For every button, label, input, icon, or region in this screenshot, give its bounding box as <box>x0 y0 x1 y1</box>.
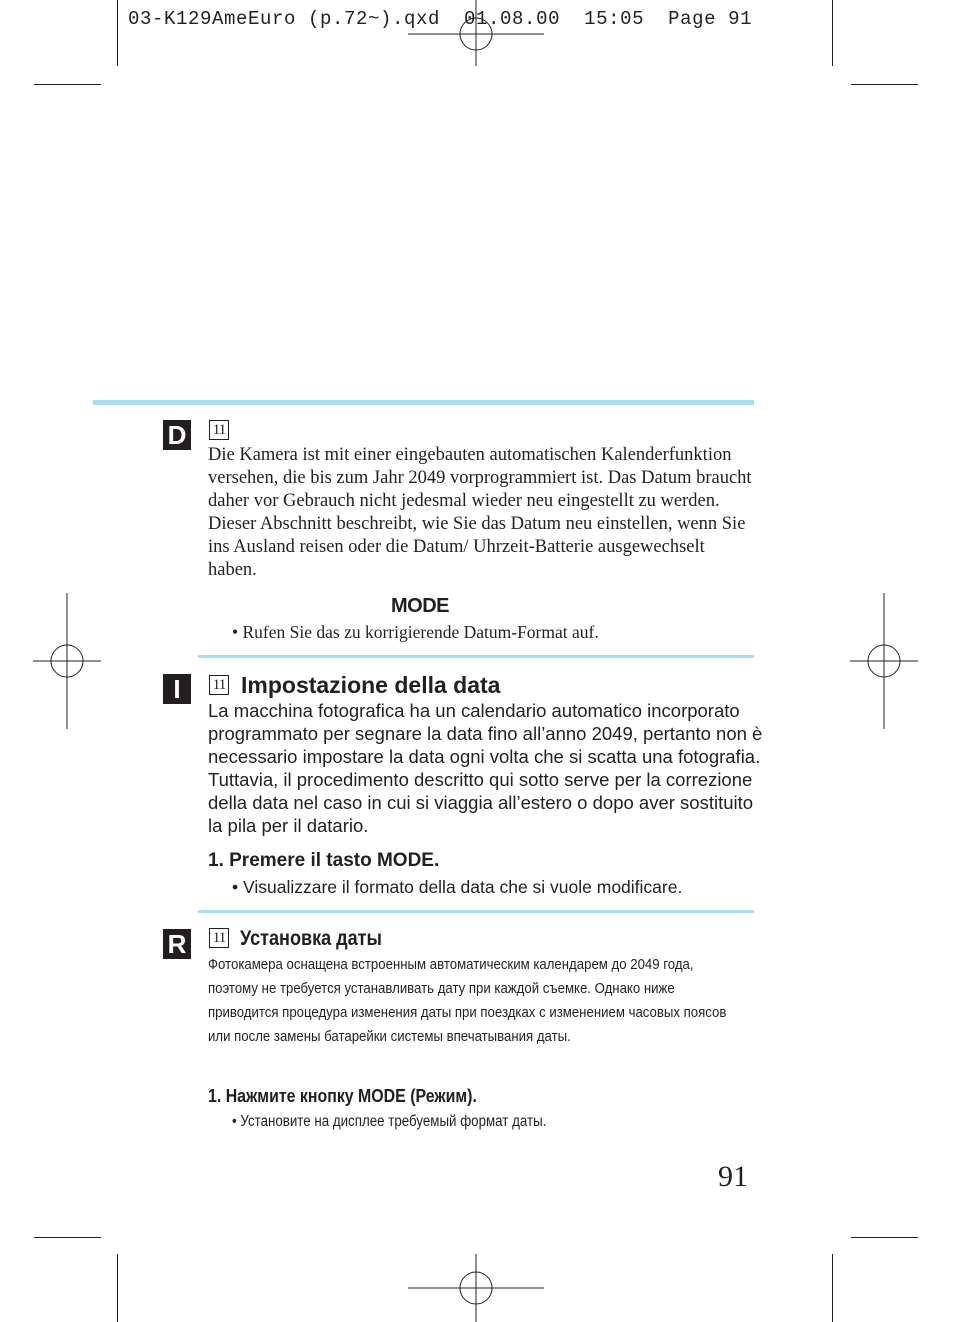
registration-mark-right <box>850 593 918 729</box>
divider-de-it <box>198 655 754 658</box>
step-ru: 1. Нажмите кнопку MODE (Режим). <box>208 1085 477 1106</box>
language-marker-ru: R <box>163 929 191 959</box>
body-text-de: Die Kamera ist mit einer eingebauten automatischen Kalenderfunktion versehen, die bis zum Jahr 2049 vorprogrammiert ist. Das Datum braucht daher vor Gebrauch nicht jedesmal wieder neu eingestellt zu werden. Dieser Abschnitt beschreibt, wie Sie das Datum neu einstellen, wenn Sie ins Ausland reisen oder die Datum/ Uhrzeit-Batterie ausgewechselt haben. <box>208 445 752 580</box>
heading-ru: Установка даты <box>240 927 382 950</box>
language-marker-it: I <box>163 674 191 704</box>
page-number: 91 <box>718 1160 748 1193</box>
language-marker-de: D <box>163 420 191 450</box>
bullet-ru: • Установите на дисплее требуемый формат даты. <box>232 1113 547 1130</box>
divider-it-ru <box>198 910 754 913</box>
heading-it: Impostazione della data <box>241 672 501 698</box>
registration-mark-bottom <box>408 1254 544 1322</box>
registration-mark-top <box>408 0 544 66</box>
bullet-it: • Visualizzare il formato della data che si vuole modificare. <box>232 877 683 897</box>
section-number-ru: 11 <box>209 928 229 948</box>
section-number-de: 11 <box>209 420 229 440</box>
registration-mark-left <box>33 593 101 729</box>
step-it: 1. Premere il tasto MODE. <box>208 850 440 871</box>
top-rule <box>93 400 754 405</box>
body-text-it: La macchina fotografica ha un calendario automatico incorporato programmato per segnare la data fino all’anno 2049, pertanto non è necessario impostare la data ogni volta che si scatta una fotografia. Tuttavia, il procedimento descritto qui sotto serve per la correzione della data nel caso in cui si viaggia all’estero o dopo aver sostituito la pila per il datario. <box>208 700 763 836</box>
body-text-ru: Фотокамера оснащена встроенным автоматическим календарем до 2049 года, поэтому не требуется устанавливать дату при каждой съемке. Однако ниже приводится процедура изменения даты при поездках с изменением часовых поясов или после замены батарейки системы впечатывания даты. <box>208 956 727 1045</box>
section-number-it: 11 <box>209 675 229 695</box>
bullet-de: • Rufen Sie das zu korrigierende Datum-Format auf. <box>232 622 599 642</box>
step-mode-de: MODE <box>391 595 449 617</box>
print-slug: 03-K129AmeEuro (p.72~).qxd 01.08.00 15:05 Page 91 <box>128 8 753 30</box>
